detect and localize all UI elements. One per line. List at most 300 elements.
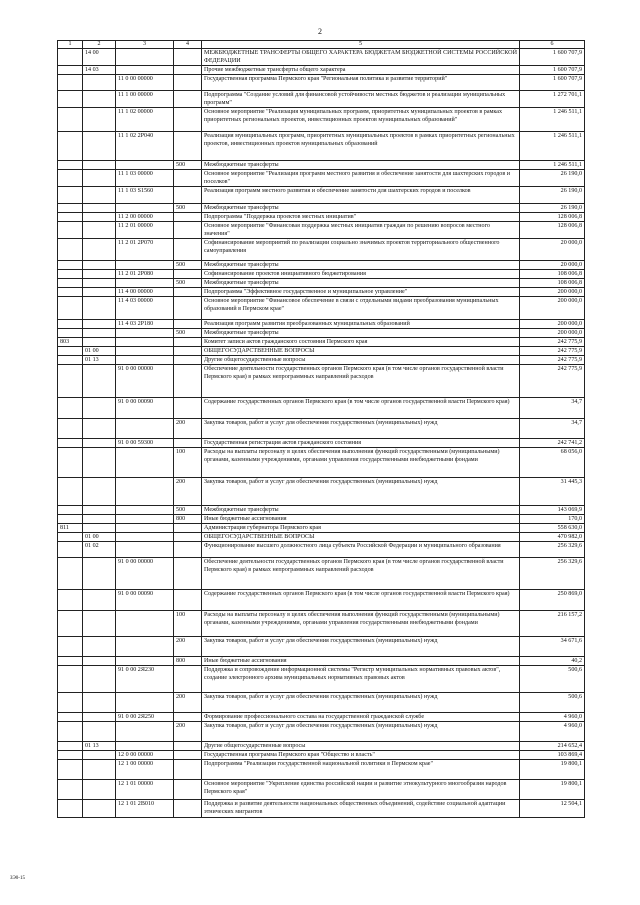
- amount-cell: 256 329,6: [520, 558, 585, 590]
- table-row: [58, 270, 585, 279]
- amount-cell: 1 600 707,9: [520, 49, 585, 66]
- section-code-cell: [83, 204, 116, 213]
- expense-type-cell: 800: [174, 657, 202, 666]
- target-article-cell: 11 2 01 2Р070: [116, 239, 174, 261]
- item-name-cell: Другие общегосударственные вопросы: [202, 356, 520, 365]
- amount-cell: 68 056,0: [520, 448, 585, 478]
- target-article-cell: [116, 506, 174, 515]
- section-code-cell: [83, 187, 116, 204]
- section-code-cell: [83, 170, 116, 187]
- dept-code-cell: [58, 49, 83, 66]
- expense-type-cell: [174, 213, 202, 222]
- section-code-cell: [83, 722, 116, 742]
- section-code-cell: [83, 524, 116, 533]
- target-article-cell: 11 2 00 00000: [116, 213, 174, 222]
- table-row: [58, 261, 585, 270]
- item-name-cell: Реализация программ местного развития и обеспечение занятости для шахтерских городов и поселков: [202, 187, 520, 204]
- dept-code-cell: [58, 320, 83, 329]
- item-name-cell: Расходы на выплаты персоналу в целях обеспечения выполнения функций государственными (муниципальными) органами, казенными учреждениями, органами управления государственными внебюджетными фондами: [202, 611, 520, 637]
- dept-code-cell: [58, 742, 83, 751]
- table-row: [58, 338, 585, 347]
- item-name-cell: Поддержка и развитие деятельности национальных общественных объединений, содействие социальной адаптации этнических мигрантов: [202, 800, 520, 818]
- dept-code-cell: [58, 132, 83, 161]
- dept-code-cell: [58, 722, 83, 742]
- target-article-cell: 11 4 00 00000: [116, 288, 174, 297]
- expense-type-cell: [174, 439, 202, 448]
- item-name-cell: Формирование профессионального состава на государственной гражданской службе: [202, 713, 520, 722]
- dept-code-cell: [58, 398, 83, 419]
- item-name-cell: Комитет записи актов гражданского состояния Пермского края: [202, 338, 520, 347]
- expense-type-cell: [174, 365, 202, 398]
- expense-type-cell: [174, 356, 202, 365]
- target-article-cell: [116, 722, 174, 742]
- item-name-cell: Государственная программа Пермского края "Общество и власть": [202, 751, 520, 760]
- item-name-cell: Закупка товаров, работ и услуг для обеспечения государственных (муниципальных) нужд: [202, 478, 520, 506]
- section-code-cell: [83, 611, 116, 637]
- expense-type-cell: [174, 713, 202, 722]
- section-code-cell: 14 03: [83, 66, 116, 75]
- table-row: [58, 132, 585, 161]
- table-row: [58, 297, 585, 320]
- item-name-cell: Содержание государственных органов Пермского края (в том числе органов государственной власти Пермского края): [202, 590, 520, 611]
- table-row: [58, 666, 585, 693]
- table-row: [58, 108, 585, 132]
- section-code-cell: [83, 239, 116, 261]
- item-name-cell: Софинансирование мероприятий по реализации социально значимых проектов территориального общественного самоуправления: [202, 239, 520, 261]
- expense-type-cell: [174, 780, 202, 800]
- section-code-cell: [83, 279, 116, 288]
- dept-code-cell: 811: [58, 524, 83, 533]
- table-row: [58, 780, 585, 800]
- table-row: [58, 751, 585, 760]
- table-row: [58, 760, 585, 780]
- dept-code-cell: [58, 279, 83, 288]
- section-code-cell: [83, 713, 116, 722]
- expense-type-cell: [174, 524, 202, 533]
- section-code-cell: [83, 261, 116, 270]
- section-code-cell: [83, 448, 116, 478]
- amount-cell: 34,7: [520, 419, 585, 439]
- section-code-cell: 14 00: [83, 49, 116, 66]
- dept-code-cell: [58, 222, 83, 239]
- table-row: [58, 320, 585, 329]
- amount-cell: 40,2: [520, 657, 585, 666]
- item-name-cell: Основное мероприятие "Финансовое обеспечение в связи с отдельными видами преобразования муниципальных образований в Пермском крае": [202, 297, 520, 320]
- table-row: [58, 637, 585, 657]
- expense-type-cell: 500: [174, 261, 202, 270]
- table-row: [58, 439, 585, 448]
- dept-code-cell: [58, 590, 83, 611]
- table-row: [58, 49, 585, 66]
- footer-code: ЗЭ0-15: [10, 876, 25, 881]
- item-name-cell: Обеспечение деятельности государственных органов Пермского края (в том числе органов государственной власти Пермского края) в рамках непрограммных направлений расходов: [202, 558, 520, 590]
- amount-cell: 1 246 511,1: [520, 108, 585, 132]
- expense-type-cell: 100: [174, 448, 202, 478]
- target-article-cell: 91 0 00 00000: [116, 558, 174, 590]
- item-name-cell: Основное мероприятие "Реализация программ местного развития и обеспечение занятости для шахтерских городов и поселков": [202, 170, 520, 187]
- table-row: [58, 213, 585, 222]
- item-name-cell: Межбюджетные трансферты: [202, 279, 520, 288]
- item-name-cell: Поддержка и сопровождение информационной системы "Регистр муниципальных нормативных правовых актов", создание электронного архива муниципальных нормативных правовых актов: [202, 666, 520, 693]
- table-row: [58, 204, 585, 213]
- target-article-cell: 11 1 00 00000: [116, 91, 174, 108]
- table-row: [58, 161, 585, 170]
- dept-code-cell: [58, 439, 83, 448]
- target-article-cell: 12 1 01 00000: [116, 780, 174, 800]
- amount-cell: 31 445,3: [520, 478, 585, 506]
- expense-type-cell: 500: [174, 204, 202, 213]
- expense-type-cell: [174, 590, 202, 611]
- item-name-cell: Прочие межбюджетные трансферты общего характера: [202, 66, 520, 75]
- table-row: [58, 524, 585, 533]
- table-body: [58, 49, 585, 818]
- expense-type-cell: [174, 239, 202, 261]
- item-name-cell: Функционирование высшего должностного лица субъекта Российской Федерации и муниципального образования: [202, 542, 520, 558]
- dept-code-cell: [58, 780, 83, 800]
- table-row: [58, 590, 585, 611]
- expense-type-cell: [174, 108, 202, 132]
- target-article-cell: 11 1 03 S1560: [116, 187, 174, 204]
- table-row: [58, 170, 585, 187]
- target-article-cell: [116, 611, 174, 637]
- target-article-cell: [116, 515, 174, 524]
- section-code-cell: 01 13: [83, 356, 116, 365]
- expense-type-cell: [174, 751, 202, 760]
- expense-type-cell: [174, 297, 202, 320]
- dept-code-cell: [58, 347, 83, 356]
- amount-cell: 20 000,0: [520, 239, 585, 261]
- section-code-cell: [83, 398, 116, 419]
- target-article-cell: [116, 261, 174, 270]
- target-article-cell: [116, 338, 174, 347]
- section-code-cell: [83, 108, 116, 132]
- section-code-cell: 01 00: [83, 347, 116, 356]
- item-name-cell: Другие общегосударственные вопросы: [202, 742, 520, 751]
- target-article-cell: 12 0 00 00000: [116, 751, 174, 760]
- target-article-cell: [116, 637, 174, 657]
- dept-code-cell: [58, 213, 83, 222]
- dept-code-cell: [58, 187, 83, 204]
- expense-type-cell: [174, 91, 202, 108]
- dept-code-cell: [58, 751, 83, 760]
- amount-cell: 200 000,0: [520, 320, 585, 329]
- expense-type-cell: [174, 347, 202, 356]
- target-article-cell: 11 4 03 2Р180: [116, 320, 174, 329]
- section-code-cell: [83, 666, 116, 693]
- amount-cell: 34,7: [520, 398, 585, 419]
- expense-type-cell: 200: [174, 693, 202, 713]
- dept-code-cell: [58, 558, 83, 590]
- amount-cell: 108 006,8: [520, 279, 585, 288]
- item-name-cell: МЕЖБЮДЖЕТНЫЕ ТРАНСФЕРТЫ ОБЩЕГО ХАРАКТЕРА БЮДЖЕТАМ БЮДЖЕТНОЙ СИСТЕМЫ РОССИЙСКОЙ ФЕДЕРАЦИИ: [202, 49, 520, 66]
- table-row: [58, 91, 585, 108]
- page-number: 2: [318, 27, 322, 36]
- table-row: [58, 239, 585, 261]
- item-name-cell: Закупка товаров, работ и услуг для обеспечения государственных (муниципальных) нужд: [202, 722, 520, 742]
- expense-type-cell: 200: [174, 722, 202, 742]
- item-name-cell: Подпрограмма "Реализация государственной национальной политики в Пермском крае": [202, 760, 520, 780]
- dept-code-cell: [58, 239, 83, 261]
- target-article-cell: [116, 657, 174, 666]
- table-row: [58, 693, 585, 713]
- dept-code-cell: [58, 448, 83, 478]
- amount-cell: 108 006,8: [520, 270, 585, 279]
- amount-cell: 242 775,9: [520, 356, 585, 365]
- section-code-cell: [83, 657, 116, 666]
- amount-cell: 242 775,9: [520, 365, 585, 398]
- amount-cell: 1 246 511,1: [520, 161, 585, 170]
- item-name-cell: Реализация муниципальных программ, приоритетных муниципальных проектов в рамках приоритетных региональных проектов, инвестиционных проектов муниципальных образований: [202, 132, 520, 161]
- section-code-cell: [83, 75, 116, 91]
- expense-type-cell: [174, 222, 202, 239]
- amount-cell: 12 504,1: [520, 800, 585, 818]
- dept-code-cell: [58, 666, 83, 693]
- table-row: [58, 75, 585, 91]
- section-code-cell: [83, 800, 116, 818]
- target-article-cell: 91 0 00 00000: [116, 365, 174, 398]
- table-row: [58, 365, 585, 398]
- item-name-cell: Иные бюджетные ассигнования: [202, 515, 520, 524]
- column-header: 4: [174, 41, 202, 49]
- expense-type-cell: 200: [174, 478, 202, 506]
- dept-code-cell: [58, 270, 83, 279]
- amount-cell: 26 190,0: [520, 204, 585, 213]
- dept-code-cell: [58, 478, 83, 506]
- target-article-cell: 91 0 00 2Я250: [116, 713, 174, 722]
- target-article-cell: [116, 66, 174, 75]
- target-article-cell: [116, 347, 174, 356]
- expense-type-cell: [174, 742, 202, 751]
- item-name-cell: Межбюджетные трансферты: [202, 161, 520, 170]
- amount-cell: 19 800,1: [520, 760, 585, 780]
- expense-type-cell: 500: [174, 279, 202, 288]
- item-name-cell: Расходы на выплаты персоналу в целях обеспечения выполнения функций государственными (муниципальными) органами, казенными учреждениями, органами управления государственными внебюджетными фондами: [202, 448, 520, 478]
- target-article-cell: [116, 533, 174, 542]
- table-row: [58, 187, 585, 204]
- target-article-cell: 91 0 00 59300: [116, 439, 174, 448]
- amount-cell: 128 006,8: [520, 213, 585, 222]
- amount-cell: 242 741,2: [520, 439, 585, 448]
- table-row: [58, 800, 585, 818]
- target-article-cell: [116, 524, 174, 533]
- table-row: [58, 742, 585, 751]
- expense-type-cell: [174, 800, 202, 818]
- amount-cell: 470 982,0: [520, 533, 585, 542]
- amount-cell: 242 775,9: [520, 347, 585, 356]
- target-article-cell: [116, 448, 174, 478]
- item-name-cell: Подпрограмма "Поддержка проектов местных инициатив": [202, 213, 520, 222]
- dept-code-cell: [58, 760, 83, 780]
- amount-cell: 200 000,0: [520, 297, 585, 320]
- expense-type-cell: [174, 533, 202, 542]
- column-header: 3: [116, 41, 174, 49]
- table-row: [58, 558, 585, 590]
- section-code-cell: [83, 329, 116, 338]
- item-name-cell: ОБЩЕГОСУДАРСТВЕННЫЕ ВОПРОСЫ: [202, 347, 520, 356]
- target-article-cell: 91 0 00 2Я230: [116, 666, 174, 693]
- expense-type-cell: [174, 75, 202, 91]
- item-name-cell: Иные бюджетные ассигнования: [202, 657, 520, 666]
- dept-code-cell: [58, 611, 83, 637]
- dept-code-cell: [58, 800, 83, 818]
- amount-cell: 1 600 707,9: [520, 66, 585, 75]
- dept-code-cell: [58, 297, 83, 320]
- item-name-cell: ОБЩЕГОСУДАРСТВЕННЫЕ ВОПРОСЫ: [202, 533, 520, 542]
- amount-cell: 128 006,8: [520, 222, 585, 239]
- item-name-cell: Межбюджетные трансферты: [202, 204, 520, 213]
- expense-type-cell: 500: [174, 329, 202, 338]
- expense-type-cell: [174, 170, 202, 187]
- dept-code-cell: [58, 713, 83, 722]
- amount-cell: 170,0: [520, 515, 585, 524]
- target-article-cell: 12 1 01 2В010: [116, 800, 174, 818]
- table-row: [58, 398, 585, 419]
- dept-code-cell: [58, 542, 83, 558]
- dept-code-cell: [58, 657, 83, 666]
- dept-code-cell: [58, 75, 83, 91]
- expense-type-cell: [174, 132, 202, 161]
- budget-table: [57, 40, 585, 818]
- table-row: [58, 533, 585, 542]
- item-name-cell: Закупка товаров, работ и услуг для обеспечения государственных (муниципальных) нужд: [202, 419, 520, 439]
- section-code-cell: 01 13: [83, 742, 116, 751]
- target-article-cell: 11 1 02 2Р040: [116, 132, 174, 161]
- amount-cell: 4 960,0: [520, 713, 585, 722]
- section-code-cell: 01 00: [83, 533, 116, 542]
- section-code-cell: [83, 590, 116, 611]
- amount-cell: 500,6: [520, 666, 585, 693]
- dept-code-cell: [58, 108, 83, 132]
- table-row: [58, 506, 585, 515]
- table-row: [58, 542, 585, 558]
- section-code-cell: [83, 478, 116, 506]
- dept-code-cell: [58, 204, 83, 213]
- table-row: [58, 288, 585, 297]
- expense-type-cell: 200: [174, 419, 202, 439]
- section-code-cell: [83, 780, 116, 800]
- expense-type-cell: [174, 187, 202, 204]
- target-article-cell: [116, 693, 174, 713]
- table-row: [58, 611, 585, 637]
- amount-cell: 143 069,9: [520, 506, 585, 515]
- section-code-cell: [83, 558, 116, 590]
- expense-type-cell: 100: [174, 611, 202, 637]
- item-name-cell: Межбюджетные трансферты: [202, 261, 520, 270]
- amount-cell: 214 652,4: [520, 742, 585, 751]
- amount-cell: 19 800,1: [520, 780, 585, 800]
- amount-cell: 200 000,0: [520, 329, 585, 338]
- target-article-cell: [116, 356, 174, 365]
- expense-type-cell: [174, 288, 202, 297]
- dept-code-cell: [58, 533, 83, 542]
- table-row: [58, 356, 585, 365]
- table-row: [58, 478, 585, 506]
- target-article-cell: 11 4 03 00000: [116, 297, 174, 320]
- expense-type-cell: [174, 49, 202, 66]
- item-name-cell: Софинансирование проектов инициативного бюджетирования: [202, 270, 520, 279]
- target-article-cell: [116, 742, 174, 751]
- amount-cell: 34 671,6: [520, 637, 585, 657]
- expense-type-cell: [174, 398, 202, 419]
- dept-code-cell: [58, 419, 83, 439]
- amount-cell: 20 000,0: [520, 261, 585, 270]
- section-code-cell: [83, 91, 116, 108]
- section-code-cell: [83, 637, 116, 657]
- item-name-cell: Закупка товаров, работ и услуг для обеспечения государственных (муниципальных) нужд: [202, 693, 520, 713]
- expense-type-cell: [174, 320, 202, 329]
- amount-cell: 1 272 701,1: [520, 91, 585, 108]
- section-code-cell: 01 02: [83, 542, 116, 558]
- header-row: [58, 41, 585, 49]
- item-name-cell: Закупка товаров, работ и услуг для обеспечения государственных (муниципальных) нужд: [202, 637, 520, 657]
- dept-code-cell: [58, 170, 83, 187]
- target-article-cell: 12 1 00 00000: [116, 760, 174, 780]
- target-article-cell: [116, 204, 174, 213]
- item-name-cell: Реализация программ развития преобразованных муниципальных образований: [202, 320, 520, 329]
- amount-cell: 26 190,0: [520, 170, 585, 187]
- dept-code-cell: [58, 161, 83, 170]
- dept-code-cell: 803: [58, 338, 83, 347]
- table-row: [58, 347, 585, 356]
- target-article-cell: [116, 279, 174, 288]
- section-code-cell: [83, 419, 116, 439]
- table-row: [58, 713, 585, 722]
- expense-type-cell: [174, 760, 202, 780]
- target-article-cell: 91 0 00 00090: [116, 590, 174, 611]
- expense-type-cell: [174, 270, 202, 279]
- amount-cell: 1 600 707,9: [520, 75, 585, 91]
- section-code-cell: [83, 506, 116, 515]
- item-name-cell: Межбюджетные трансферты: [202, 329, 520, 338]
- table-row: [58, 448, 585, 478]
- column-header: 6: [520, 41, 585, 49]
- dept-code-cell: [58, 288, 83, 297]
- target-article-cell: 11 1 02 00000: [116, 108, 174, 132]
- dept-code-cell: [58, 356, 83, 365]
- amount-cell: 200 000,0: [520, 288, 585, 297]
- item-name-cell: Основное мероприятие "Укрепление единства российской нации и развитие этнокультурного многообразия народов Пермского края": [202, 780, 520, 800]
- expense-type-cell: 800: [174, 515, 202, 524]
- target-article-cell: [116, 329, 174, 338]
- item-name-cell: Подпрограмма "Эффективное государственное и муниципальное управление": [202, 288, 520, 297]
- amount-cell: 242 775,9: [520, 338, 585, 347]
- target-article-cell: 11 2 01 00000: [116, 222, 174, 239]
- table-row: [58, 66, 585, 75]
- amount-cell: 500,6: [520, 693, 585, 713]
- column-header: 5: [202, 41, 520, 49]
- item-name-cell: Основное мероприятие "Финансовая поддержка местных инициатив граждан по решению вопросов местного значения": [202, 222, 520, 239]
- section-code-cell: [83, 760, 116, 780]
- dept-code-cell: [58, 365, 83, 398]
- expense-type-cell: [174, 666, 202, 693]
- item-name-cell: Государственная программа Пермского края "Региональная политика и развитие территорий": [202, 75, 520, 91]
- target-article-cell: [116, 542, 174, 558]
- target-article-cell: 91 0 00 00090: [116, 398, 174, 419]
- target-article-cell: [116, 161, 174, 170]
- dept-code-cell: [58, 91, 83, 108]
- amount-cell: 256 329,6: [520, 542, 585, 558]
- expense-type-cell: [174, 66, 202, 75]
- item-name-cell: Межбюджетные трансферты: [202, 506, 520, 515]
- section-code-cell: [83, 338, 116, 347]
- item-name-cell: Основное мероприятие "Реализация муниципальных программ, приоритетных муниципальных проектов в рамках приоритетных региональных проектов, инвестиционных проектов муниципальных образований": [202, 108, 520, 132]
- table-row: [58, 515, 585, 524]
- table-row: [58, 279, 585, 288]
- dept-code-cell: [58, 515, 83, 524]
- dept-code-cell: [58, 329, 83, 338]
- item-name-cell: Государственная регистрация актов гражданского состояния: [202, 439, 520, 448]
- section-code-cell: [83, 439, 116, 448]
